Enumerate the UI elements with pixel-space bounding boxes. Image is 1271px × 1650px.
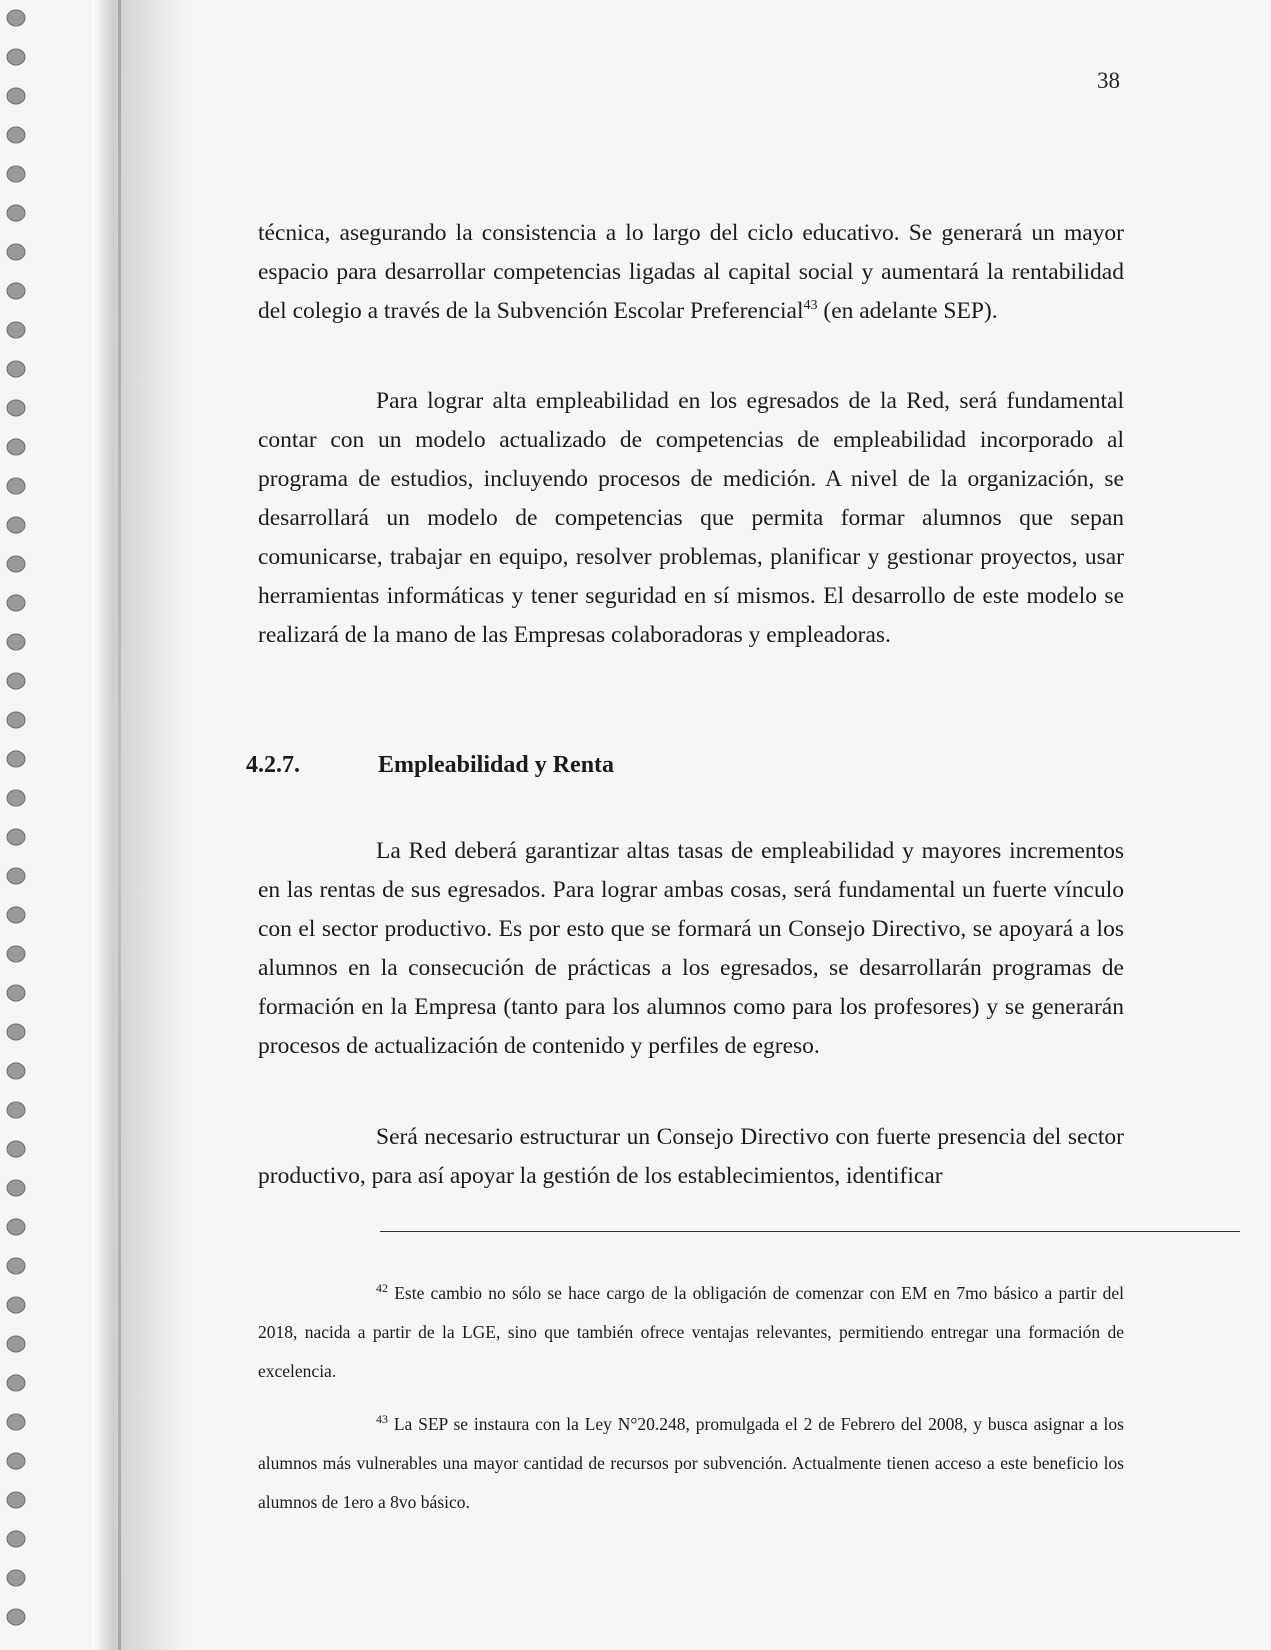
binding-edge — [118, 0, 121, 1650]
section-title: Empleabilidad y Renta — [378, 752, 615, 778]
punch-hole — [7, 712, 25, 728]
punch-hole — [7, 946, 25, 962]
punch-hole — [7, 907, 25, 923]
punch-hole — [7, 1453, 25, 1469]
punch-hole — [7, 361, 25, 377]
footnote-text: La SEP se instaura con la Ley N°20.248, promulgada el 2 de Febrero del 2008, y busca asignar a los alumnos más vulnerables una mayor cantidad de recursos por subvención. Actualmente tienen acceso a este beneficio los alumnos de 1ero a 8vo básico. — [258, 1414, 1124, 1512]
punch-hole — [7, 1258, 25, 1274]
punch-hole — [7, 985, 25, 1001]
punch-hole — [7, 1063, 25, 1079]
punch-hole — [7, 1375, 25, 1391]
punch-hole — [7, 1141, 25, 1157]
punch-hole — [7, 1297, 25, 1313]
footnote-text: Este cambio no sólo se hace cargo de la obligación de comenzar con EM en 7mo básico a partir del 2018, nacida a partir de la LGE, sino que también ofrece ventajas relevantes, permitiendo entregar una formación de excelencia. — [258, 1283, 1124, 1381]
punch-hole — [7, 322, 25, 338]
punch-hole — [7, 868, 25, 884]
paragraph-4: Será necesario estructurar un Consejo Directivo con fuerte presencia del sector productivo, para así apoyar la gestión de los establecimientos, identificar — [258, 1124, 1124, 1189]
punch-hole — [7, 205, 25, 221]
punch-hole — [7, 88, 25, 104]
punch-holes — [0, 0, 40, 1650]
paragraph-2: Para lograr alta empleabilidad en los egresados de la Red, será fundamental contar con un modelo actualizado de competencias de empleabilidad incorporado al programa de estudios, incluyendo procesos de medición. A nivel de la organización, se desarrollará un modelo de competencias que permita formar alumnos que sepan comunicarse, trabajar en equipo, resolver problemas, planificar y gestionar proyectos, usar herramientas informáticas y tener seguridad en sí mismos. El desarrollo de este modelo se realizará de la mano de las Empresas colaboradoras y empleadoras. — [258, 388, 1124, 648]
section-heading — [246, 752, 614, 779]
footnote-mark: 42 — [376, 1281, 388, 1296]
punch-hole — [7, 439, 25, 455]
footnote-43 — [258, 1405, 1124, 1522]
punch-hole — [7, 10, 25, 26]
punch-hole — [7, 1219, 25, 1235]
punch-hole — [7, 751, 25, 767]
section-number: 4.2.7. — [246, 752, 300, 778]
punch-hole — [7, 595, 25, 611]
punch-hole — [7, 1336, 25, 1352]
punch-hole — [7, 673, 25, 689]
punch-hole — [7, 1609, 25, 1625]
punch-hole — [7, 1024, 25, 1040]
punch-hole — [7, 517, 25, 533]
punch-hole — [7, 127, 25, 143]
punch-hole — [7, 283, 25, 299]
punch-hole — [7, 1492, 25, 1508]
punch-hole — [7, 478, 25, 494]
binding-shadow — [92, 0, 187, 1650]
punch-hole — [7, 1531, 25, 1547]
punch-hole — [7, 634, 25, 650]
punch-hole — [7, 1102, 25, 1118]
punch-hole — [7, 829, 25, 845]
punch-hole — [7, 790, 25, 806]
punch-hole — [7, 556, 25, 572]
punch-hole — [7, 1414, 25, 1430]
page-number: 38 — [1097, 68, 1120, 93]
footnote-mark: 43 — [376, 1412, 388, 1427]
paragraph-1-text: técnica, asegurando la consistencia a lo largo del ciclo educativo. Se generará un mayor espacio para desarrollar competencias ligadas al capital social y aumentará la rentabilidad del colegio a través de la Subvención Escolar Preferencial — [258, 220, 1124, 324]
punch-hole — [7, 1570, 25, 1586]
footnote-42 — [258, 1274, 1124, 1391]
punch-hole — [7, 49, 25, 65]
paragraph-1-tail: (en adelante SEP). — [817, 298, 998, 324]
paragraph-1 — [258, 214, 1124, 331]
footnote-ref-43: 43 — [803, 298, 818, 314]
punch-hole — [7, 400, 25, 416]
paragraph-3: La Red deberá garantizar altas tasas de empleabilidad y mayores incrementos en las rentas de sus egresados. Para lograr ambas cosas, será fundamental un fuerte vínculo con el sector productivo. Es por esto que se formará un Consejo Directivo, se apoyará a los alumnos en la consecución de prácticas a los egresados, se desarrollarán programas de formación en la Empresa (tanto para los alumnos como para los profesores) y se generarán procesos de actualización de contenido y perfiles de egreso. — [258, 838, 1124, 1059]
footnote-separator — [380, 1231, 1240, 1232]
punch-hole — [7, 166, 25, 182]
punch-hole — [7, 1180, 25, 1196]
punch-hole — [7, 244, 25, 260]
